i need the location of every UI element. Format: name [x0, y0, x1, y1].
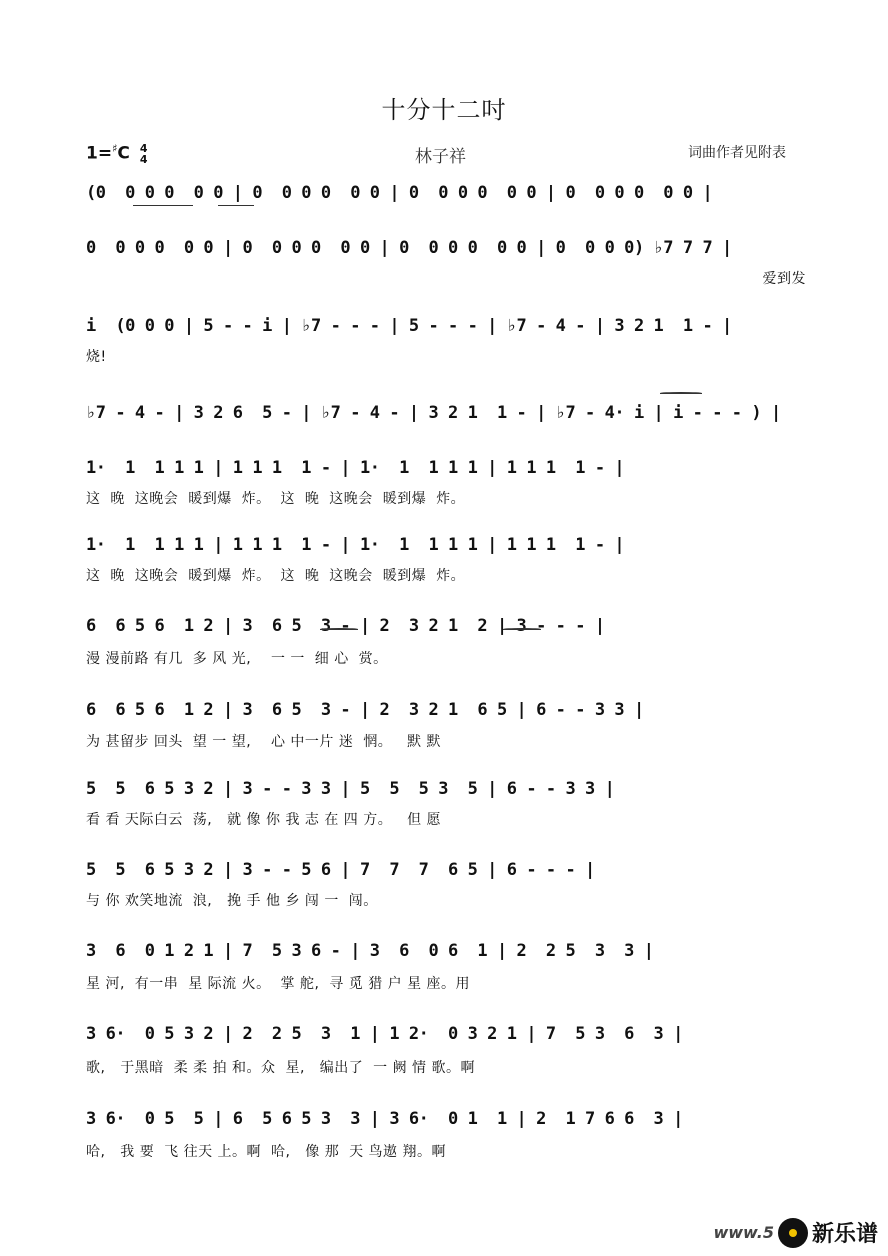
sharp-symbol: ♯: [112, 142, 118, 155]
time-bottom: 4: [139, 152, 148, 166]
lyric-row-13: 哈, 我 要 飞 往天 上。啊 哈, 像 那 天 鸟遨 翔。啊: [86, 1144, 447, 1160]
tie-mark: [503, 628, 541, 630]
score-row-9: 5 5 6 5 3 2 | 3 - - 3 3 | 5 5 5 3 5 | 6 - - 3 3 |: [86, 779, 615, 799]
key-note: C: [117, 143, 130, 164]
score-row-10: 5 5 6 5 3 2 | 3 - - 5 6 | 7 7 7 6 5 | 6 - - - |: [86, 860, 595, 880]
score-row-3: i (0 0 0 | 5 - - i | ♭7 - - - | 5 - - - | ♭7 - 4 - | 3 2 1 1 - |: [86, 316, 732, 336]
score-row-2: 0 0 0 0 0 0 | 0 0 0 0 0 0 | 0 0 0 0 0 0 | 0 0 0 0) ♭7 7 7 |: [86, 238, 732, 258]
credits-note: 词曲作者见附表: [688, 145, 786, 161]
watermark-brand: 新乐谱: [811, 1222, 878, 1247]
song-title: 十分十二吋: [381, 96, 507, 124]
watermark: [713, 1217, 878, 1248]
lyric-row-12: 歌, 于黑暗 柔 柔 拍 和。众 星, 编出了 一 阙 情 歌。啊: [86, 1060, 476, 1076]
score-row-6: 1· 1 1 1 1 | 1 1 1 1 - | 1· 1 1 1 1 | 1 1 1 1 - |: [86, 535, 625, 555]
underline-mark: [133, 205, 193, 206]
lyric-row-2: 爱到发: [762, 271, 806, 287]
lyric-row-11: 星 河, 有一串 星 际流 火。 掌 舵, 寻 觅 猎 户 星 座。用: [86, 976, 471, 992]
score-row-8: 6 6 5 6 1 2 | 3 6 5 3 - | 2 3 2 1 6 5 | 6 - - 3 3 |: [86, 700, 644, 720]
key-signature: [86, 142, 147, 165]
lyric-row-8: 为 甚留步 回头 望 一 望, 心 中一片 迷 惘。 默 默: [86, 734, 442, 750]
time-top: 4: [139, 141, 148, 155]
underline-mark: [218, 205, 254, 206]
time-signature: [140, 143, 148, 165]
score-row-5: 1· 1 1 1 1 | 1 1 1 1 - | 1· 1 1 1 1 | 1 1 1 1 - |: [86, 458, 625, 478]
score-row-4: ♭7 - 4 - | 3 2 6 5 - | ♭7 - 4 - | 3 2 1 1 - | ♭7 - 4· i | i - - - ) |: [86, 403, 781, 423]
key-prefix: 1=: [86, 143, 113, 164]
lyric-row-7: 漫 漫前路 有几 多 风 光, 一 一 细 心 赏。: [86, 651, 388, 667]
score-row-12: 3 6· 0 5 3 2 | 2 2 5 3 1 | 1 2· 0 3 2 1 | 7 5 3 6 3 |: [86, 1024, 683, 1044]
lyric-row-5: 这 晚 这晚会 暖到爆 炸。 这 晚 这晚会 暖到爆 炸。: [86, 491, 466, 507]
tie-mark: [320, 628, 358, 630]
lyric-row-9: 看 看 天际白云 荡, 就 像 你 我 志 在 四 方。 但 愿: [86, 812, 442, 828]
score-row-7: 6 6 5 6 1 2 | 3 6 5 3 - | 2 3 2 1 2 | 3 - - - |: [86, 616, 605, 636]
lyric-row-6: 这 晚 这晚会 暖到爆 炸。 这 晚 这晚会 暖到爆 炸。: [86, 568, 466, 584]
record-disc-icon: [778, 1218, 808, 1248]
singer-name: 林子祥: [415, 147, 466, 167]
score-row-11: 3 6 0 1 2 1 | 7 5 3 6 - | 3 6 0 6 1 | 2 2 5 3 3 |: [86, 941, 654, 961]
score-row-1: (0 0 0 0 0 0 | 0 0 0 0 0 0 | 0 0 0 0 0 0 | 0 0 0 0 0 0 |: [86, 183, 713, 203]
lyric-row-10: 与 你 欢笑地流 浪, 挽 手 他 乡 闯 一 闯。: [86, 893, 378, 909]
score-row-13: 3 6· 0 5 5 | 6 5 6 5 3 3 | 3 6· 0 1 1 | 2 1 7 6 6 3 |: [86, 1109, 683, 1129]
watermark-url: www.5: [713, 1223, 774, 1242]
tie-mark: [660, 392, 702, 394]
lyric-row-3: 烧!: [86, 349, 107, 365]
